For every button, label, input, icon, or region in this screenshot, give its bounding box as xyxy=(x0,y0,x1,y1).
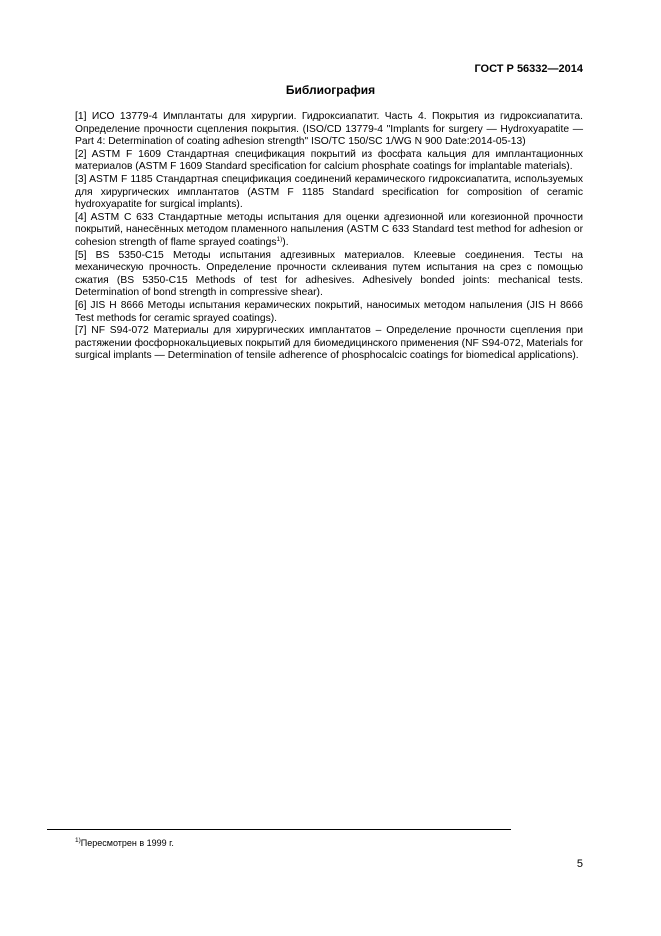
bibliography-list xyxy=(75,111,583,363)
footnote-marker: 1) xyxy=(75,837,81,844)
bibliography-entry: [2] ASTM F 1609 Стандартная спецификация покрытий из фосфата кальция для имплантационных материалов (ASTM F 1609 Standard specification for calcium phosphate coatings for implantable materials). xyxy=(75,148,583,173)
page-number: 5 xyxy=(576,858,583,870)
footnote-text: Пересмотрен в 1999 г. xyxy=(80,838,174,848)
bibliography-entry: [1] ИСО 13779-4 Имплантаты для хирургии. Гидроксиапатит. Часть 4. Покрытия из гидроксиапатита. Определение прочности сцепления покрытия. (ISO/CD 13779-4 "Implants for surgery — Hydroxyapatite — Part 4: Determination of coating adhesion strength" ISO/TC 150/SC 1/WG N 900 Date:2014-05-13) xyxy=(75,111,583,148)
bibliography-entry: [6] JIS H 8666 Методы испытания керамических покрытий, наносимых методом напыления (JIS H 8666 Test methods for ceramic sprayed coatings). xyxy=(75,299,583,324)
document-id: ГОСТ Р 56332—2014 xyxy=(474,63,583,75)
bibliography-entry: [5] BS 5350-C15 Методы испытания адгезивных материалов. Клеевые соединения. Тесты на механическую прочность. Определение прочности склеивания путем испытания на срез с помощью сжатия (BS 5350-C15 Methods of test for adhesives. Adhesively bonded joints: mechanical tests. Determination of bond strength in compressive shear). xyxy=(75,249,583,299)
bibliography-entry: [7] NF S94-072 Материалы для хирургических имплантатов – Определение прочности сцепления при растяжении фосфорнокальциевых покрытий для биомедицинского применения (NF S94-072, Materials for surgical implants — Determination of tensile adherence of phosphocalcic coatings for biomedical applications). xyxy=(75,325,583,362)
footnote-reference: 1) xyxy=(276,235,283,243)
bibliography-entry: [4] ASTM C 633 Стандартные методы испытания для оценки адгезионной или когезионной прочности покрытий, нанесённых методом пламенного напыления (ASTM C 633 Standard test method for adhesion or cohesion strength of flame sprayed coatings$^{1)}$). xyxy=(75,211,583,248)
footnote xyxy=(75,838,174,848)
bibliography-title: Библиография xyxy=(285,83,376,97)
bibliography-entry: [3] ASTM F 1185 Стандартная спецификация соединений керамического гидроксиапатита, используемых для хирургических имплантатов (ASTM F 1185 Standard specification for composition of ceramic hydroxyapatite for surgical implants). xyxy=(75,173,583,211)
footnote-divider xyxy=(47,829,511,830)
